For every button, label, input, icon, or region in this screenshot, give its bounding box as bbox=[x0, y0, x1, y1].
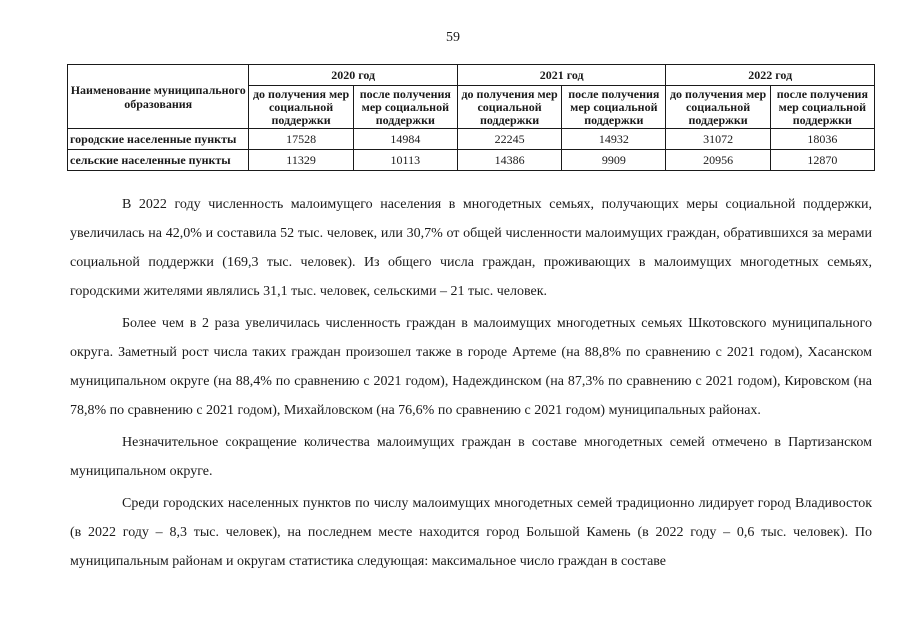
before-support-header: до получения мер социальной поддержки bbox=[666, 86, 770, 129]
after-support-header: после получения мер социальной поддержки bbox=[353, 86, 457, 129]
table-cell: 12870 bbox=[770, 150, 874, 171]
row-label-rural: сельские населенные пункты bbox=[68, 150, 249, 171]
table-cell: 14984 bbox=[353, 129, 457, 150]
table-row bbox=[68, 129, 875, 150]
table-cell: 20956 bbox=[666, 150, 770, 171]
after-support-header: после получения мер социальной поддержки bbox=[562, 86, 666, 129]
before-support-header: до получения мер социальной поддержки bbox=[249, 86, 353, 129]
year-header-2021: 2021 год bbox=[457, 65, 666, 86]
table-cell: 31072 bbox=[666, 129, 770, 150]
paragraph: Незначительное сокращение количества малоимущих граждан в составе многодетных семей отмечено в Партизанском муниципальном округе. bbox=[70, 435, 872, 479]
year-header-2022: 2022 год bbox=[666, 65, 875, 86]
after-support-header: после получения мер социальной поддержки bbox=[770, 86, 874, 129]
statistics-table bbox=[67, 64, 875, 171]
table-cell: 17528 bbox=[249, 129, 353, 150]
body-text bbox=[70, 190, 872, 579]
year-header-2020: 2020 год bbox=[249, 65, 458, 86]
paragraph: Более чем в 2 раза увеличилась численность граждан в малоимущих многодетных семьях Шкотовского муниципального округа. Заметный рост числа таких граждан произошел также в городе Артеме (на 88,8% по сравнению с 2021 годом), Хасанском муниципальном округе (на 88,4% по сравнению с 2021 годом), Надеждинском (на 87,3% по сравнению с 2021 годом), Кировском (на 78,8% по сравнению с 2021 годом), Михайловском (на 76,6% по сравнению с 2021 годом) муниципальных районах. bbox=[70, 316, 872, 418]
table-cell: 9909 bbox=[562, 150, 666, 171]
table-cell: 11329 bbox=[249, 150, 353, 171]
table-cell: 10113 bbox=[353, 150, 457, 171]
table-row bbox=[68, 150, 875, 171]
name-column-header: Наименование муниципального образования bbox=[68, 65, 249, 129]
table-cell: 14386 bbox=[457, 150, 561, 171]
row-label-urban: городские населенные пункты bbox=[68, 129, 249, 150]
paragraph: Среди городских населенных пунктов по числу малоимущих многодетных семей традиционно лидирует город Владивосток (в 2022 году – 8,3 тыс. человек), на последнем месте находится город Большой Камень (в 2022 году – 0,6 тыс. человек). По муниципальным районам и округам статистика следующая: максимальное число граждан в составе bbox=[70, 496, 872, 569]
table-cell: 22245 bbox=[457, 129, 561, 150]
before-support-header: до получения мер социальной поддержки bbox=[457, 86, 561, 129]
table-cell: 14932 bbox=[562, 129, 666, 150]
paragraph: В 2022 году численность малоимущего населения в многодетных семьях, получающих меры социальной поддержки, увеличилась на 42,0% и составила 52 тыс. человек, или 30,7% от общей численности малоимущих граждан, обратившихся за мерами социальной поддержки (169,3 тыс. человек). Из общего числа граждан, проживающих в малоимущих многодетных семьях, городскими жителями являлись 31,1 тыс. человек, сельскими – 21 тыс. человек. bbox=[70, 197, 872, 299]
page-number: 59 bbox=[446, 30, 460, 45]
table-cell: 18036 bbox=[770, 129, 874, 150]
